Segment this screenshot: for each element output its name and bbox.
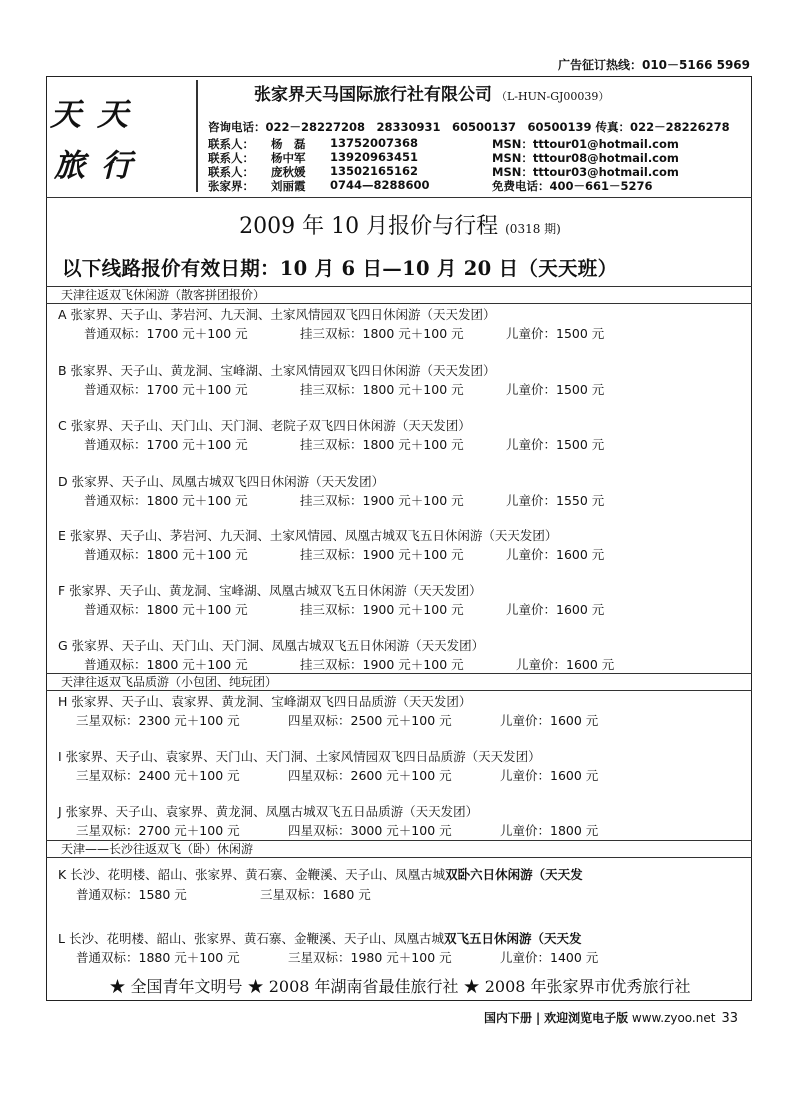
logo	[50, 97, 190, 184]
price-child: 儿童价：1500 元	[506, 382, 605, 397]
price-standard: 普通双标：1800 元＋100 元	[84, 547, 248, 562]
company-name	[254, 80, 609, 105]
free-hotline: 免费电话：400－661－5276	[492, 179, 653, 193]
price-child: 儿童价：1600 元	[500, 713, 599, 728]
validity-notice: 以下线路报价有效日期：10 月 6 日—10 月 20 日（天天班）	[62, 257, 618, 280]
route-title-emphasis: 双卧六日休闲游（天天发	[445, 867, 583, 882]
price-standard: 普通双标：1580 元	[76, 887, 187, 902]
route-title: D 张家界、天子山、凤凰古城双飞四日休闲游（天天发团）	[58, 474, 385, 489]
price-child: 儿童价：1500 元	[506, 326, 605, 341]
page-title-text: 2009 年 10 月报价与行程	[239, 214, 499, 239]
price-standard: 普通双标：1700 元＋100 元	[84, 437, 248, 452]
page-title	[0, 209, 800, 240]
route-title: J 张家界、天子山、袁家界、黄龙洞、凤凰古城双飞五日品质游（天天发团）	[58, 804, 479, 819]
footer-promo: 欢迎浏览电子版	[544, 1011, 629, 1025]
price-upgrade: 挂三双标：1900 元＋100 元	[300, 547, 464, 562]
company-name-text: 张家界天马国际旅行社有限公司	[254, 85, 492, 105]
price-upgrade: 挂三双标：1900 元＋100 元	[300, 493, 464, 508]
footer-separator: |	[535, 1011, 541, 1025]
price-3star: 三星双标：2300 元＋100 元	[76, 713, 240, 728]
price-child: 儿童价：1800 元	[500, 823, 599, 838]
header-rule	[46, 197, 752, 198]
route-title-emphasis: 双飞五日休闲游（天天发	[443, 931, 582, 946]
header-divider	[196, 80, 198, 192]
price-standard: 普通双标：1800 元＋100 元	[84, 657, 248, 672]
honors-line: ★ 全国青年文明号 ★ 2008 年湖南省最佳旅行社 ★ 2008 年张家界市优秀旅行社	[109, 977, 691, 996]
price-child: 儿童价：1400 元	[500, 950, 599, 965]
route-title: A 张家界、天子山、茅岩河、九天洞、土家风情园双飞四日休闲游（天天发团）	[58, 307, 496, 322]
route-title	[58, 929, 581, 947]
price-upgrade: 挂三双标：1900 元＋100 元	[300, 657, 464, 672]
price-3star: 三星双标：1680 元	[260, 887, 371, 902]
license-code: （L-HUN-GJ00039）	[496, 90, 610, 103]
price-4star: 四星双标：2600 元＋100 元	[288, 768, 452, 783]
contact-phone: 13920963451	[330, 150, 419, 164]
contact-label: 联系人：	[208, 137, 254, 151]
page-footer	[484, 1009, 738, 1026]
issue-number: (0318 期)	[505, 222, 561, 236]
route-title: I 张家界、天子山、袁家界、天门山、天门洞、土家风情园双飞四日品质游（天天发团）	[58, 749, 541, 764]
route-title: F 张家界、天子山、黄龙洞、宝峰湖、凤凰古城双飞五日休闲游（天天发团）	[58, 583, 482, 598]
price-4star: 四星双标：2500 元＋100 元	[288, 713, 452, 728]
footer-section: 国内下册	[484, 1011, 533, 1025]
price-4star: 四星双标：3000 元＋100 元	[288, 823, 452, 838]
price-standard: 普通双标：1700 元＋100 元	[84, 382, 248, 397]
contact-name: 杨 磊	[271, 137, 306, 151]
price-upgrade: 挂三双标：1800 元＋100 元	[300, 437, 464, 452]
page-number: 33	[721, 1011, 738, 1026]
contact-msn: MSN：tttour03@hotmail.com	[492, 165, 679, 179]
section-header: 天津——长沙往返双飞（卧）休闲游	[46, 840, 752, 858]
ad-hotline: 广告征订热线：010－5166 5969	[557, 58, 750, 72]
contact-name: 杨中军	[271, 151, 306, 165]
contact-name: 刘丽霞	[271, 179, 306, 193]
price-child: 儿童价：1600 元	[506, 547, 605, 562]
price-standard: 普通双标：1800 元＋100 元	[84, 602, 248, 617]
price-child: 儿童价：1600 元	[516, 657, 615, 672]
route-title: E 张家界、天子山、茅岩河、九天洞、土家风情园、凤凰古城双飞五日休闲游（天天发团）	[58, 528, 558, 543]
price-standard: 普通双标：1880 元＋100 元	[76, 950, 240, 965]
section-header: 天津往返双飞品质游（小包团、纯玩团）	[46, 673, 752, 691]
price-3star: 三星双标：1980 元＋100 元	[288, 950, 452, 965]
route-title-text: K 长沙、花明楼、韶山、张家界、黄石寨、金鞭溪、天子山、凤凰古城	[58, 867, 446, 882]
contact-phone: 13502165162	[330, 164, 419, 178]
consult-phones: 咨询电话：022－28227208 28330931 60500137 60500139 传真：022－28226278	[208, 120, 730, 134]
contact-label: 联系人：	[208, 165, 254, 179]
contact-msn: MSN：tttour08@hotmail.com	[492, 151, 679, 165]
logo-line-2: 旅行	[54, 148, 148, 184]
price-standard: 普通双标：1800 元＋100 元	[84, 493, 248, 508]
price-3star: 三星双标：2700 元＋100 元	[76, 823, 240, 838]
price-3star: 三星双标：2400 元＋100 元	[76, 768, 240, 783]
footer-url[interactable]: www.zyoo.net	[631, 1011, 716, 1025]
logo-line-1: 天天	[50, 97, 144, 133]
contact-label: 张家界：	[208, 179, 254, 193]
contact-phone: 13752007368	[330, 136, 419, 150]
price-standard: 普通双标：1700 元＋100 元	[84, 326, 248, 341]
contact-phone: 0744—8288600	[330, 178, 430, 192]
price-upgrade: 挂三双标：1800 元＋100 元	[300, 326, 464, 341]
contact-name: 庞秋媛	[271, 165, 306, 179]
price-upgrade: 挂三双标：1800 元＋100 元	[300, 382, 464, 397]
contact-msn: MSN：tttour01@hotmail.com	[492, 137, 679, 151]
contact-label: 联系人：	[208, 151, 254, 165]
price-upgrade: 挂三双标：1900 元＋100 元	[300, 602, 464, 617]
price-child: 儿童价：1500 元	[506, 437, 605, 452]
route-title: H 张家界、天子山、袁家界、黄龙洞、宝峰湖双飞四日品质游（天天发团）	[58, 694, 472, 709]
route-title-text: L 长沙、花明楼、韶山、张家界、黄石寨、金鞭溪、天子山、凤凰古城	[58, 931, 444, 946]
section-header: 天津往返双飞休闲游（散客拼团报价）	[46, 286, 752, 304]
route-title	[58, 865, 583, 883]
price-child: 儿童价：1550 元	[506, 493, 605, 508]
route-title: G 张家界、天子山、天门山、天门洞、凤凰古城双飞五日休闲游（天天发团）	[58, 638, 485, 653]
route-title: B 张家界、天子山、黄龙洞、宝峰湖、土家风情园双飞四日休闲游（天天发团）	[58, 363, 496, 378]
price-child: 儿童价：1600 元	[500, 768, 599, 783]
price-child: 儿童价：1600 元	[506, 602, 605, 617]
route-title: C 张家界、天子山、天门山、天门洞、老院子双飞四日休闲游（天天发团）	[58, 418, 471, 433]
